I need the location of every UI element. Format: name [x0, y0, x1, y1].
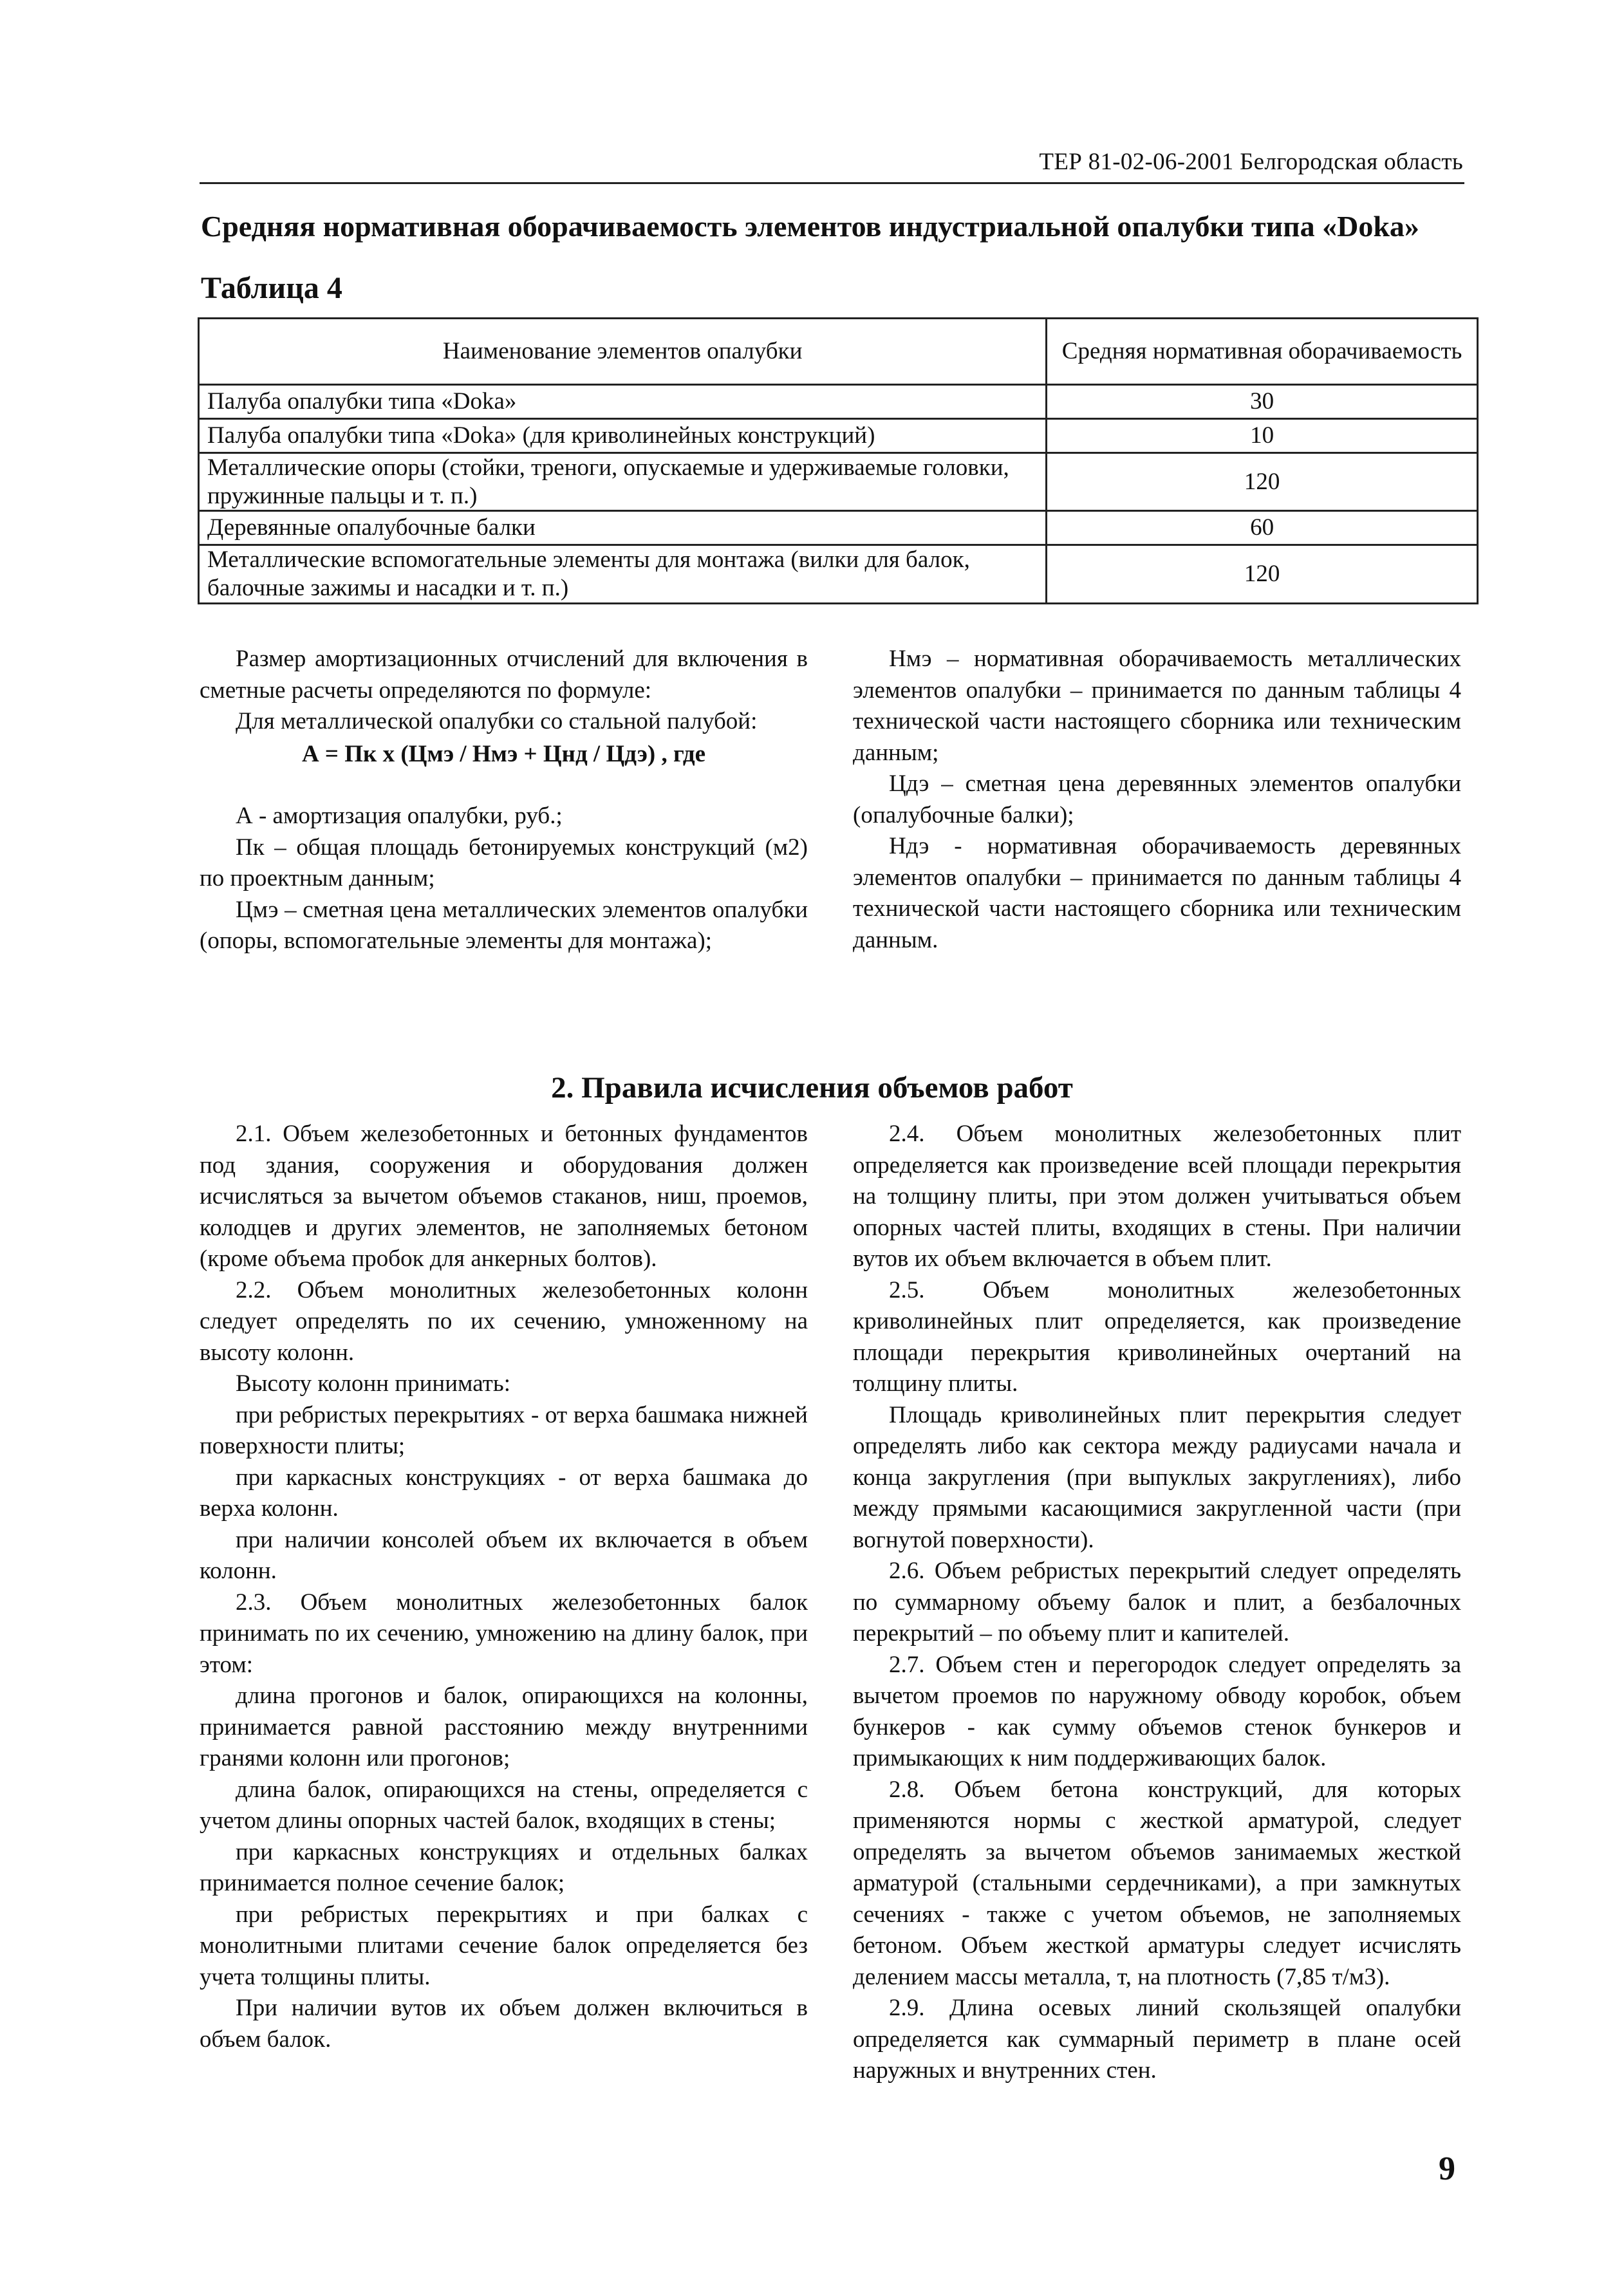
paragraph: длина прогонов и балок, опирающихся на колонны, принимается равной расстоянию между внутренними гранями колонн или прогонов; [200, 1683, 808, 1771]
paragraph: Цмэ – сметная цена металлических элементов опалубки (опоры, вспомогательные элементы для монтажа); [200, 896, 808, 954]
header-rule [200, 182, 1464, 184]
paragraph: 2.5. Объем монолитных железобетонных криволинейных плит определяется, как произведение площади перекрытия криволинейных очертаний на толщину плиты. [853, 1276, 1461, 1397]
paragraph: Пк – общая площадь бетонируемых конструкций (м2) по проектным данным; [200, 834, 808, 891]
amortization-left-column [200, 644, 808, 957]
paragraph: 2.3. Объем монолитных железобетонных балок принимать по их сечению, умножению на длину балок, при этом: [200, 1589, 808, 1678]
table-cell-name: Палуба опалубки типа «Doka» [199, 385, 1047, 419]
table-cell-value: 60 [1047, 511, 1478, 545]
paragraph: 2.8. Объем бетона конструкций, для которых применяются нормы с жесткой арматурой, следует определять за вычетом объемов занимаемых жесткой арматурой (стальными сердечниками), а при замкнутых сечениях - также с учетом объемов, не заполняемых бетоном. Объем жесткой арматуры следует исчислять делением массы металла, т, на плотность (7,85 т/м3). [853, 1776, 1461, 1990]
running-header: ТЕР 81-02-06-2001 Белгородская область [1039, 149, 1463, 175]
paragraph: при каркасных конструкциях - от верха башмака до верха колонн. [200, 1464, 808, 1522]
paragraph: Нмэ – нормативная оборачиваемость металлических элементов опалубки – принимается по данным таблицы 4 технической части настоящего сборника или техническим данным; [853, 646, 1461, 766]
paragraph: 2.1. Объем железобетонных и бетонных фундаментов под здания, сооружения и оборудования должен исчисляться за вычетом объемов стаканов, ниш, проемов, колодцев и других элементов, не заполняемых бетоном (кроме объема пробок для анкерных болтов). [200, 1121, 808, 1272]
table-cell-value: 120 [1047, 453, 1478, 511]
amortization-formula: А = Пк х (Цмэ / Нмэ + Цнд / Цдэ) , где [301, 740, 706, 767]
table-cell-value: 30 [1047, 385, 1478, 419]
table-row [199, 453, 1478, 511]
section-title: 2. Правила исчисления объемов работ [551, 1071, 1073, 1105]
paragraph: Площадь криволинейных плит перекрытия следует определять либо как сектора между радиусами начала и конца закругления (при выпуклых закруглениях), либо между прямыми касающимися закругленной части (при вогнутой поверхности). [853, 1401, 1461, 1553]
page-number: 9 [1439, 2150, 1455, 2187]
table-row [199, 385, 1478, 419]
table-row [199, 545, 1478, 603]
paragraph: 2.9. Длина осевых линий скользящей опалубки определяется как суммарный периметр в плане осей наружных и внутренних стен. [853, 1995, 1461, 2084]
paragraph: Размер амортизационных отчислений для включения в сметные расчеты определяются по формуле: [200, 646, 808, 704]
paragraph: 2.7. Объем стен и перегородок следует определять за вычетом проемов по наружному обводу коробок, объем бункеров - как сумму объемов стенок бункеров и примыкающих к ним поддерживающих балок. [853, 1651, 1461, 1771]
table-cell-value: 10 [1047, 419, 1478, 453]
paragraph: при наличии консолей объем их включается в объем колонн. [200, 1526, 808, 1584]
table-cell-name: Палуба опалубки типа «Doka» (для криволинейных конструкций) [199, 419, 1047, 453]
table-cell-name: Деревянные опалубочные балки [199, 511, 1047, 545]
table-cell-name: Металлические вспомогательные элементы для монтажа (вилки для балок, балочные зажимы и насадки и т. п.) [199, 545, 1047, 603]
formwork-table [198, 317, 1479, 604]
section-right-column [853, 1119, 1461, 2087]
document-title: Средняя нормативная оборачиваемость элементов индустриальной опалубки типа «Doka» [201, 210, 1419, 243]
paragraph: 2.4. Объем монолитных железобетонных плит определяется как произведение всей площади перекрытия на толщину плиты, при этом должен учитываться объем опорных частей плиты, входящих в стены. При наличии вутов их объем включается в объем плит. [853, 1121, 1461, 1272]
paragraph: Высоту колонн принимать: [236, 1370, 510, 1397]
paragraph: А - амортизация опалубки, руб.; [236, 803, 563, 829]
table-header-row [199, 319, 1478, 385]
table-caption: Таблица 4 [201, 271, 342, 305]
table-row [199, 419, 1478, 453]
amortization-right-column [853, 644, 1461, 956]
paragraph: длина балок, опирающихся на стены, определяется с учетом длины опорных частей балок, входящих в стены; [200, 1776, 808, 1834]
paragraph: 2.6. Объем ребристых перекрытий следует определять по суммарному объему балок и плит, а безбалочных перекрытий – по объему плит и капителей. [853, 1558, 1461, 1646]
paragraph: при каркасных конструкциях и отдельных балках принимается полное сечение балок; [200, 1838, 808, 1896]
paragraph: при ребристых перекрытиях и при балках с монолитными плитами сечение балок определяется без учета толщины плиты. [200, 1901, 808, 1990]
paragraph: при ребристых перекрытиях - от верха башмака нижней поверхности плиты; [200, 1401, 808, 1459]
paragraph: При наличии вутов их объем должен включиться в объем балок. [200, 1995, 808, 2053]
table-cell-name: Металлические опоры (стойки, треноги, опускаемые и удерживаемые головки, пружинные пальцы и т. п.) [199, 453, 1047, 511]
column-header-value: Средняя нормативная оборачиваемость [1047, 319, 1478, 385]
table-cell-value: 120 [1047, 545, 1478, 603]
paragraph: Цдэ – сметная цена деревянных элементов опалубки (опалубочные балки); [853, 770, 1461, 828]
column-header-name: Наименование элементов опалубки [199, 319, 1047, 385]
paragraph: Ндэ - нормативная оборачиваемость деревянных элементов опалубки – принимается по данным таблицы 4 технической части настоящего сборника или техническим данным. [853, 833, 1461, 953]
section-left-column [200, 1119, 808, 2055]
table-row [199, 511, 1478, 545]
paragraph: Для металлической опалубки со стальной палубой: [236, 708, 758, 734]
paragraph: 2.2. Объем монолитных железобетонных колонн следует определять по их сечению, умноженному на высоту колонн. [200, 1276, 808, 1366]
